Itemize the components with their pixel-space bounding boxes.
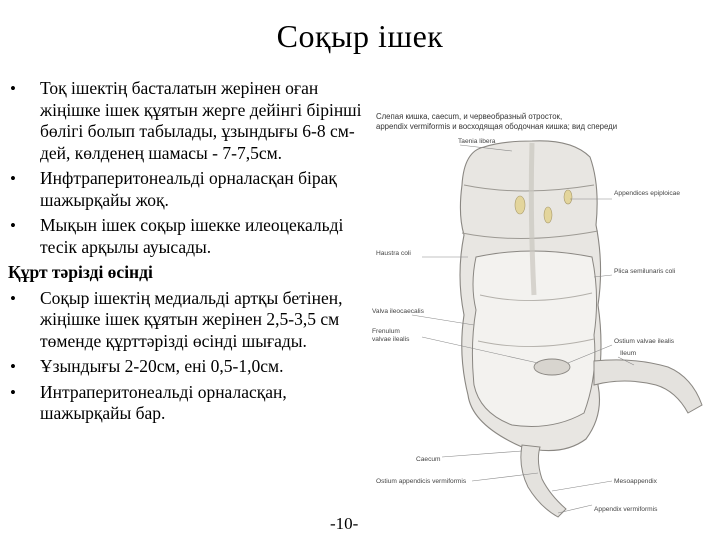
bullet-item: • Тоқ ішектің басталатын жерінен оған жіңішке ішек құятын жерге дейінгі бірінші бөлігі болып табылады, ұзындығы 6-8 см-дей, көлденең шамасы - 7-7,5см. — [8, 78, 370, 164]
figure-label: valvae ilealis — [372, 336, 410, 343]
figure-label: Mesoappendix — [614, 478, 657, 485]
anatomy-figure — [372, 95, 716, 535]
figure-label: Taenia libera — [458, 138, 496, 145]
text-column — [8, 78, 370, 429]
figure-caption-line: appendix vermiformis и восходящая ободочная кишка; вид спереди — [376, 122, 618, 131]
figure-label: Caecum — [416, 456, 441, 463]
colon-illustration — [460, 141, 702, 517]
page-title: Соқыр ішек — [276, 18, 444, 54]
figure-label: Valva ileocaecalis — [372, 308, 424, 315]
bullet-item: • Интраперитонеальді орналасқан, шажырқайы бар. — [8, 382, 370, 425]
figure-label: Plica semilunaris coli — [614, 268, 676, 275]
bullet-item: • Мықын ішек соқыр ішекке илеоцекальді тесік арқылы ауысады. — [8, 215, 370, 258]
figure-label: Ostium valvae ilealis — [614, 338, 675, 345]
page-number: -10- — [330, 514, 359, 533]
figure-caption-line: Слепая кишка, caecum, и червеобразный отросток, — [376, 112, 563, 121]
bullet-item: • Ұзындығы 2-20см, ені 0,5-1,0см. — [8, 356, 370, 378]
figure-label: Haustra coli — [376, 250, 411, 257]
figure-label: Ileum — [620, 350, 637, 357]
figure-label: Appendix vermiformis — [594, 506, 658, 513]
figure-label: Frenulum — [372, 328, 400, 335]
figure-label: Ostium appendicis vermiformis — [376, 478, 467, 485]
bullet-item: • Инфтраперитонеальді орналасқан бірақ шажырқайы жоқ. — [8, 168, 370, 211]
bullet-item: • Соқыр ішектің медиальді артқы бетінен, жіңішке ішек құятын жерінен 2,5-3,5 см төменде құрттәрізді өсінді шығады. — [8, 288, 370, 353]
subheading: Құрт тәрізді өсінді — [8, 262, 153, 282]
figure-label: Appendices epiploicae — [614, 190, 680, 197]
